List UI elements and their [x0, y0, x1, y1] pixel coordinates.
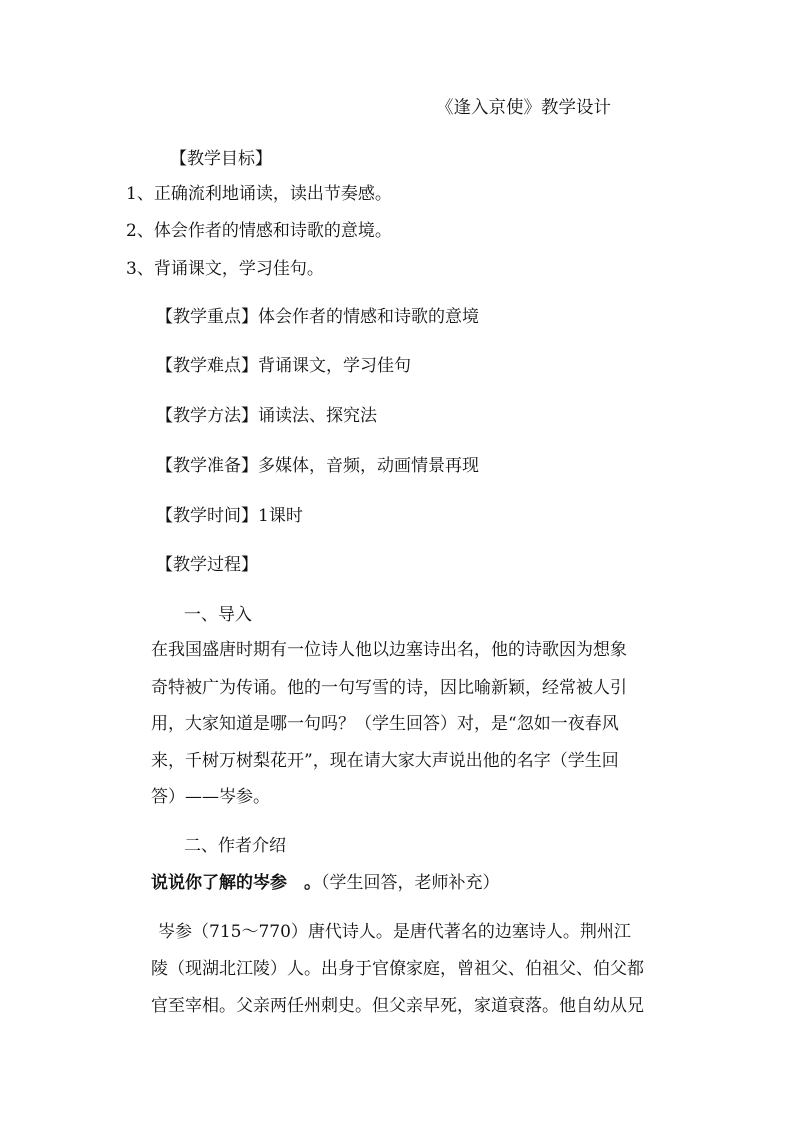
- objective-item: 2、体会作者的情感和诗歌的意境。: [126, 221, 392, 241]
- paragraph-line: 岑参（715～770）唐代诗人。是唐代著名的边塞诗人。荆州江: [158, 922, 631, 942]
- section-intro-heading: 一、导入: [184, 605, 252, 625]
- teaching-method: 【教学方法】诵读法、探究法: [156, 406, 377, 426]
- paragraph-line: 官至宰相。父亲两任州刺史。但父亲早死，家道衰落。他自幼从兄: [151, 996, 644, 1016]
- section-author-heading: 二、作者介绍: [184, 836, 286, 856]
- author-question-bold: 说说你了解的岑参 。: [151, 873, 321, 893]
- teaching-time: 【教学时间】1课时: [156, 506, 303, 526]
- objective-item: 1、正确流利地诵读，读出节奏感。: [126, 184, 392, 204]
- paragraph-line: 答）——岑参。: [151, 787, 270, 807]
- paragraph-line: 在我国盛唐时期有一位诗人他以边塞诗出名，他的诗歌因为想象: [151, 640, 627, 660]
- teaching-difficulty: 【教学难点】背诵课文，学习佳句: [156, 356, 411, 376]
- author-question-note: （学生回答，老师补充）: [321, 873, 500, 893]
- paragraph-line: 奇特被广为传诵。他的一句写雪的诗，因比喻新颖，经常被人引: [151, 678, 627, 698]
- document-title: 《逢入京使》教学设计: [436, 98, 611, 118]
- teaching-key-point: 【教学重点】体会作者的情感和诗歌的意境: [156, 307, 479, 327]
- objective-item: 3、背诵课文，学习佳句。: [126, 259, 324, 279]
- author-question: [151, 871, 500, 895]
- paragraph-line: 来，千树万树梨花开”，现在请大家大声说出他的名字（学生回: [151, 751, 619, 771]
- paragraph-line: 用，大家知道是哪一句吗？（学生回答）对，是“忽如一夜春风: [151, 714, 619, 734]
- teaching-preparation: 【教学准备】多媒体，音频，动画情景再现: [156, 456, 479, 476]
- process-heading: 【教学过程】: [156, 555, 258, 575]
- paragraph-line: 陵（现湖北江陵）人。出身于官僚家庭，曾祖父、伯祖父、伯父都: [151, 959, 644, 979]
- objectives-heading: 【教学目标】: [170, 149, 272, 169]
